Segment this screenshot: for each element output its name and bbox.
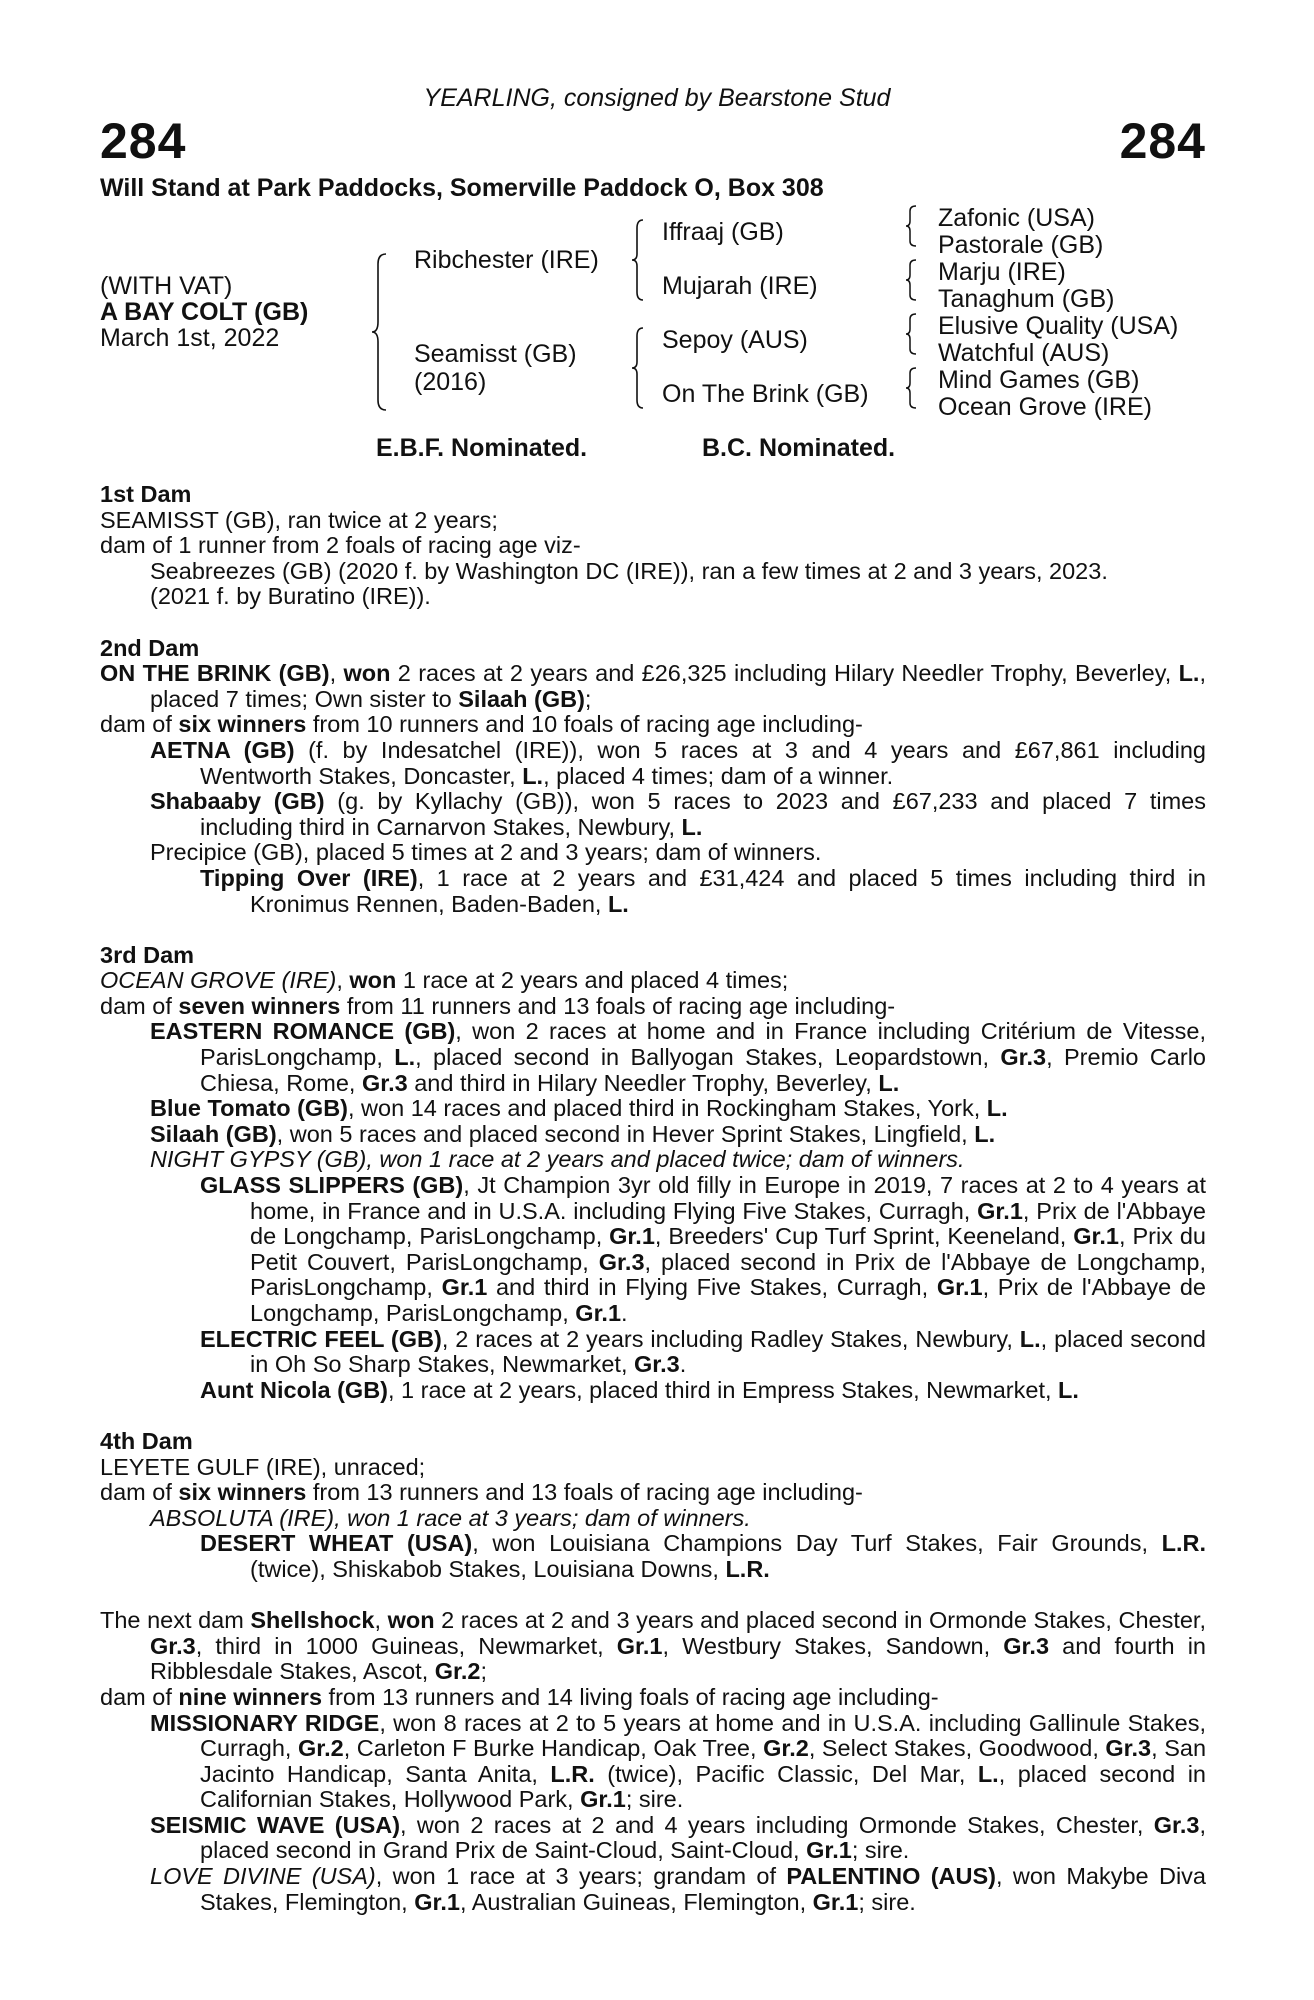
pedigree-notes — [100, 482, 1206, 1941]
lot-number-right: 284 — [1119, 113, 1206, 169]
fourth-dam-produce: dam of six winners from 13 runners and 13 foals of racing age including- — [100, 1479, 863, 1506]
gp-2: Pastorale (GB) — [938, 231, 1104, 259]
produce-absoluta: ABSOLUTA (IRE), won 1 race at 3 years; dam of winners. — [150, 1504, 751, 1531]
produce-silaah: Silaah (GB), won 5 races and placed second in Hever Sprint Stakes, Lingfield, L. — [150, 1120, 996, 1147]
gp-3: Marju (IRE) — [938, 258, 1066, 286]
gp-4: Tanaghum (GB) — [938, 285, 1115, 313]
produce-shabaaby: Shabaaby (GB) (g. by Kyllachy (GB)), won 5 races to 2023 and £67,233 and placed 7 times including third in Carnarvon Stakes, Newbury, L. — [150, 788, 1206, 840]
stand-location: Will Stand at Park Paddocks, Somerville Paddock O, Box 308 — [100, 174, 824, 202]
produce-missionary-ridge: MISSIONARY RIDGE, won 8 races at 2 to 5 years at home and in U.S.A. including Gallinule Stakes, Curragh, Gr.2, Carleton F Burke Handicap, Oak Tree, Gr.2, Select Stakes, Goodwood, Gr.3, San Jacinto Handicap, Santa Anita, L.R. (twice), Pacific Classic, Del Mar, L., placed second in Californian Stakes, Hollywood Park, Gr.1; sire. — [150, 1709, 1207, 1813]
produce-night-gypsy: NIGHT GYPSY (GB), won 1 race at 2 years and placed twice; dam of winners. — [150, 1146, 965, 1173]
brace-g3 — [904, 312, 918, 356]
third-dam-heading: 3rd Dam — [100, 941, 195, 968]
first-dam-section — [100, 482, 1206, 610]
produce-glass-slippers: GLASS SLIPPERS (GB), Jt Champion 3yr old filly in Europe in 2019, 7 races at 2 to 4 years at home, in France and in U.S.A. including Flying Five Stakes, Curragh, Gr.1, Prix de l'Abbaye de Longchamp, ParisLongchamp, Gr.1, Breeders' Cup Turf Sprint, Keeneland, Gr.1, Prix du Petit Couvert, ParisLongchamp, Gr.3, placed second in Prix de l'Abbaye de Longchamp, ParisLongchamp, Gr.1 and third in Flying Five Stakes, Curragh, Gr.1, Prix de l'Abbaye de Longchamp, ParisLongchamp, Gr.1. — [200, 1172, 1206, 1326]
gp-8: Ocean Grove (IRE) — [938, 393, 1152, 421]
gp-5: Elusive Quality (USA) — [938, 312, 1179, 340]
catalogue-subtitle: YEARLING, consigned by Bearstone Stud — [423, 84, 891, 112]
fourth-dam-heading: 4th Dam — [100, 1427, 193, 1454]
sire-sire: Iffraaj (GB) — [662, 218, 784, 246]
next-dam-produce: dam of nine winners from 13 runners and 14 living foals of racing age including- — [100, 1683, 939, 1710]
produce-seismic-wave: SEISMIC WAVE (USA), won 2 races at 2 and 4 years including Ormonde Stakes, Chester, Gr.3, placed second in Grand Prix de Saint-Cloud, Saint-Cloud, Gr.1; sire. — [150, 1811, 1206, 1864]
produce-2021: (2021 f. by Buratino (IRE)). — [150, 583, 431, 610]
second-dam-heading: 2nd Dam — [100, 634, 200, 661]
dam-year: (2016) — [414, 368, 487, 396]
second-dam-line: ON THE BRINK (GB), won 2 races at 2 years and £26,325 including Hilary Needler Trophy, Beverley, L., placed 7 times; Own sister to Silaah (GB); — [100, 660, 1206, 712]
produce-electric-feel: ELECTRIC FEEL (GB), 2 races at 2 years including Radley Stakes, Newbury, L., placed second in Oh So Sharp Stakes, Newmarket, Gr.3. — [200, 1325, 1207, 1378]
produce-blue-tomato: Blue Tomato (GB), won 14 races and placed third in Rockingham Stakes, York, L. — [150, 1095, 1008, 1122]
brace-g4 — [904, 366, 918, 410]
dam-dam: On The Brink (GB) — [662, 380, 869, 408]
first-dam-produce: dam of 1 runner from 2 foals of racing age viz- — [100, 532, 581, 559]
produce-aetna: AETNA (GB) (f. by Indesatchel (IRE)), won 5 races at 3 and 4 years and £67,861 including Wentworth Stakes, Doncaster, L., placed 4 times; dam of a winner. — [150, 736, 1206, 789]
brace-sire-line — [630, 218, 646, 302]
produce-desert-wheat: DESERT WHEAT (USA), won Louisiana Champions Day Turf Stakes, Fair Grounds, L.R. (twice), Shiskabob Stakes, Louisiana Downs, L.R. — [200, 1530, 1206, 1582]
dam-sire: Sepoy (AUS) — [662, 326, 808, 354]
second-dam-section — [100, 636, 1206, 918]
fourth-dam-section — [100, 1429, 1206, 1583]
produce-love-divine: LOVE DIVINE (USA), won 1 race at 3 years; grandam of PALENTINO (AUS), won Makybe Diva Stakes, Flemington, Gr.1, Australian Guineas, Flemington, Gr.1; sire. — [150, 1863, 1206, 1915]
first-dam-line: SEAMISST (GB), ran twice at 2 years; — [100, 506, 498, 533]
brace-dam-line — [630, 326, 646, 410]
third-dam-section — [100, 943, 1206, 1404]
brace-sire-dam — [370, 252, 390, 412]
next-dam-line: The next dam Shellshock, won 2 races at 2 and 3 years and placed second in Ormonde Stakes, Chester, Gr.3, third in 1000 Guineas, Newmarket, Gr.1, Westbury Stakes, Sandown, Gr.3 and fourth in Ribblesdale Stakes, Ascot, Gr.2; — [100, 1607, 1207, 1685]
produce-precipice: Precipice (GB), placed 5 times at 2 and 3 years; dam of winners. — [150, 839, 822, 866]
produce-seabreezes: Seabreezes (GB) (2020 f. by Washington DC (IRE)), ran a few times at 2 and 3 years, 2023. — [150, 557, 1108, 584]
dam-name: Seamisst (GB) — [414, 340, 577, 368]
ebf-nomination: E.B.F. Nominated. — [376, 434, 588, 462]
bc-nomination: B.C. Nominated. — [702, 434, 896, 462]
fourth-dam-line: LEYETE GULF (IRE), unraced; — [100, 1453, 426, 1480]
third-dam-line: OCEAN GROVE (IRE), won 1 race at 2 years and placed 4 times; — [100, 967, 789, 994]
third-dam-produce: dam of seven winners from 11 runners and 13 foals of racing age including- — [100, 992, 896, 1019]
produce-tipping-over: Tipping Over (IRE), 1 race at 2 years and £31,424 and placed 5 times including third in Kronimus Rennen, Baden-Baden, L. — [200, 864, 1207, 917]
produce-aunt-nicola: Aunt Nicola (GB), 1 race at 2 years, placed third in Empress Stakes, Newmarket, L. — [200, 1376, 1079, 1403]
horse-name: A BAY COLT (GB) — [100, 298, 309, 326]
vat-note: (WITH VAT) — [100, 272, 233, 300]
gp-6: Watchful (AUS) — [938, 339, 1110, 367]
next-dam-section — [100, 1608, 1206, 1915]
horse-dob: March 1st, 2022 — [100, 324, 280, 352]
sire-name: Ribchester (IRE) — [414, 246, 599, 274]
sire-dam: Mujarah (IRE) — [662, 272, 818, 300]
gp-7: Mind Games (GB) — [938, 366, 1140, 394]
produce-eastern-romance: EASTERN ROMANCE (GB), won 2 races at home and in France including Critérium de Vitesse, ParisLongchamp, L., placed second in Ballyogan Stakes, Leopardstown, Gr.3, Premio Carlo Chiesa, Rome, Gr.3 and third in Hilary Needler Trophy, Beverley, L. — [150, 1018, 1206, 1096]
brace-g2 — [904, 258, 918, 302]
second-dam-produce: dam of six winners from 10 runners and 10 foals of racing age including- — [100, 711, 863, 738]
first-dam-heading: 1st Dam — [100, 481, 192, 507]
lot-number-left: 284 — [100, 113, 187, 169]
gp-1: Zafonic (USA) — [938, 204, 1095, 232]
brace-g1 — [904, 204, 918, 248]
